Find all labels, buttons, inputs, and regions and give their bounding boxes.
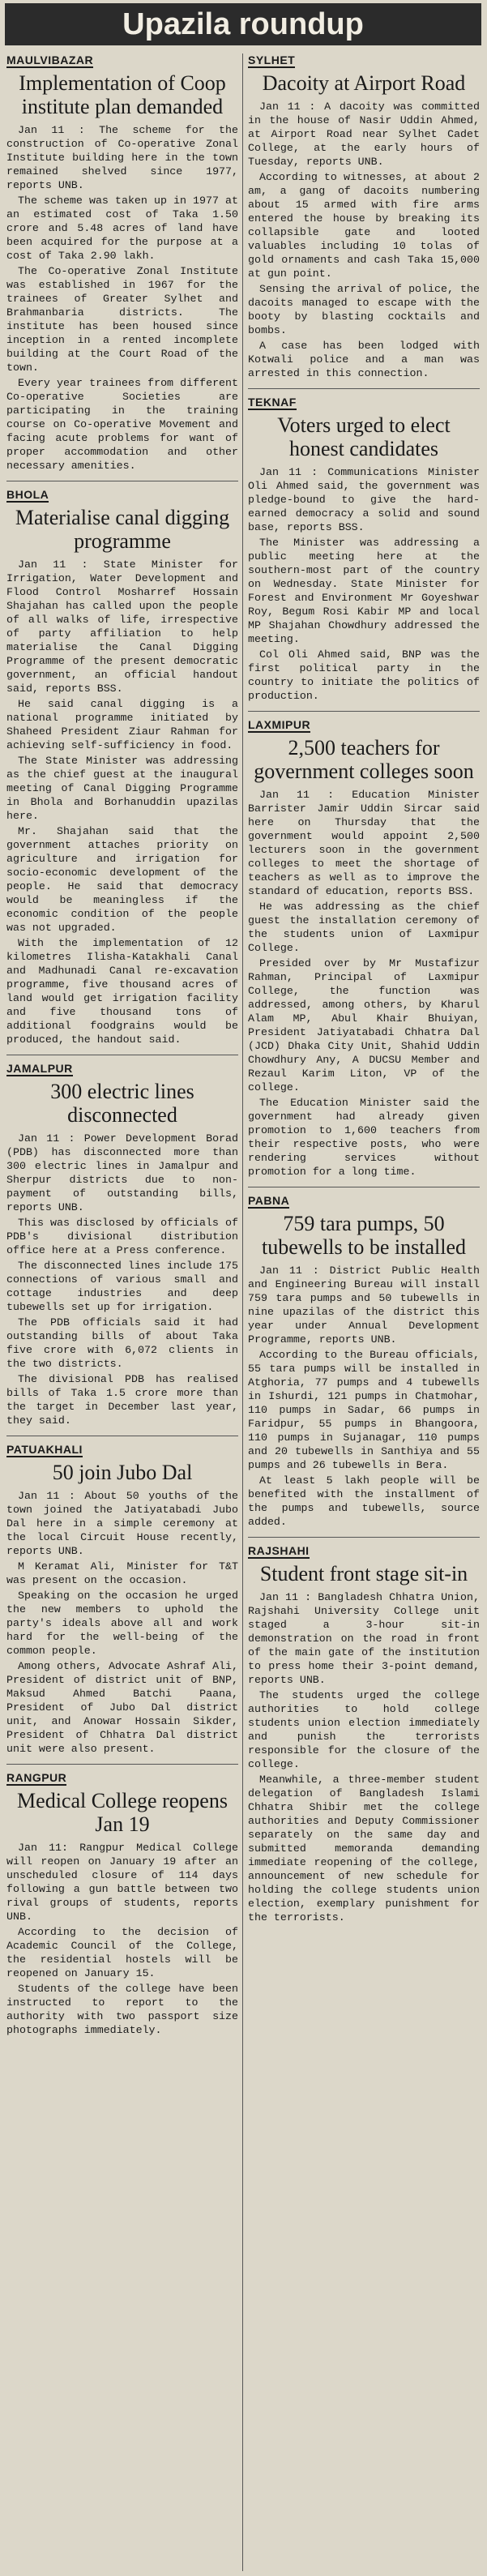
news-story xyxy=(248,1544,480,1924)
story-paragraph: The Minister was addressing a public meeting here at the southern-most part of the country on Wednesday. State Minister for Forest and Environment Mr Goyeshwar Roy, Begum Rosi Kabir MP and local MP Shajahan Chowdhury addressed the meeting. xyxy=(248,537,480,645)
news-story xyxy=(6,1443,238,1756)
story-paragraph: Jan 11 : The scheme for the construction of Co-operative Zonal Institute building here in the town remained shelved since 1977, reports UNB. xyxy=(6,124,238,191)
story-paragraph: The PDB officials said it had outstanding bills of about Taka five crore with 6,072 clients in the two districts. xyxy=(6,1316,238,1370)
left-column xyxy=(6,53,238,2573)
story-headline: 759 tara pumps, 50 tubewells to be installed xyxy=(261,1212,466,1259)
story-paragraph: Jan 11 : Power Development Borad (PDB) has disconnected more than 300 electric lines in Jamalpur and Sherpur districts due to non-payment of outstanding bills, reports UNB. xyxy=(6,1132,238,1213)
story-paragraph: He said canal digging is a national programme initiated by Shaheed President Ziaur Rahman for achieving self-sufficiency in food. xyxy=(6,698,238,751)
story-headline: 2,500 teachers for government colleges soon xyxy=(254,736,474,783)
story-paragraph: Jan 11 : About 50 youths of the town joined the Jatiyatabadi Jubo Dal here in a simple ceremony at the local Circuit House recently, reports UNB. xyxy=(6,1490,238,1557)
story-paragraph: Among others, Advocate Ashraf Ali, President of district unit of BNP, Maksud Ahmed Batchi Paana, President of Jubo Dal district unit, and Anowar Hossain Sikder, President of Chhatra Dal district unit were also present. xyxy=(6,1660,238,1755)
story-paragraph: M Keramat Ali, Minister for T&T was present on the occasion. xyxy=(6,1560,238,1586)
story-dateline: SYLHET xyxy=(248,53,296,66)
story-dateline: LAXMIPUR xyxy=(248,718,311,731)
story-dateline: RAJSHAHI xyxy=(248,1544,310,1557)
page-title: Upazila roundup xyxy=(5,3,481,45)
story-paragraph: Jan 11 : Bangladesh Chhatra Union, Rajshahi University College unit staged a 3-hour sit-in demonstration on the road in front of the main gate of the institution to press home their 3-point demand, reports UNB. xyxy=(248,1591,480,1686)
story-paragraph: Jan 11 : Education Minister Barrister Jamir Uddin Sircar said here on Thursday that the government would appoint 2,500 lecturers soon in the government colleges to meet the shortage of teachers as well as to improve the standard of education, reports BSS. xyxy=(248,789,480,897)
story-paragraph: With the implementation of 12 kilometres Ilisha-Katakhali Canal and Madhunadi Canal re-excavation programme, five thousand acres of land would get irrigation facility and five thousand tons of additional foodgrains would be produced, the handout said. xyxy=(6,937,238,1046)
story-dateline: PATUAKHALI xyxy=(6,1443,83,1456)
story-paragraph: Speaking on the occasion he urged the new members to uphold the party's ideals above all and work hard for the well-being of the common people. xyxy=(6,1590,238,1657)
story-paragraph: Jan 11 : Communications Minister Oli Ahmed said, the government was pledge-bound to give the hard-earned democracy a solid and sound base, reports BSS. xyxy=(248,466,480,533)
story-separator xyxy=(248,1537,480,1538)
story-paragraph: A case has been lodged with Kotwali police and a man was arrested in this connection. xyxy=(248,340,480,379)
news-story xyxy=(248,53,480,380)
right-column xyxy=(248,53,480,2573)
story-headline: Student front stage sit-in xyxy=(259,1562,468,1585)
story-paragraph: Every year trainees from different Co-operative Societies are participating in the training course on Co-operative Movement and facing acute problems for want of proper accommodation and other necessary amenities. xyxy=(6,377,238,472)
news-story xyxy=(6,53,238,473)
story-paragraph: According to the Bureau officials, 55 tara pumps will be installed in Atghoria, 77 pumps and 4 tubewells in Ishurdi, 121 pumps in Chatmohar, 110 pumps in Sadar, 66 pumps in Faridpur, 55 pumps in Bhangoora, 110 pumps in Sujanagar, 110 pumps and 20 tubewells in Santhiya and 55 pumps and 26 tubewells in Bera. xyxy=(248,1349,480,1471)
story-paragraph: The students urged the college authorities to hold college students union election immediately and punish the terrorists responsible for the closure of the college. xyxy=(248,1689,480,1770)
story-paragraph: The Education Minister said the government had already given promotion to 1,600 teachers from their respective posts, who were rendering services without promotion for a long time. xyxy=(248,1097,480,1178)
story-paragraph: At least 5 lakh people will be benefited with the installment of the pumps and tubewells, source added. xyxy=(248,1474,480,1528)
story-paragraph: The scheme was taken up in 1977 at an estimated cost of Taka 1.50 crore and 5.48 acres of land have been acquired for the purpose at a cost of Taka 2.90 lakh. xyxy=(6,195,238,262)
story-paragraph: The State Minister was addressing as the chief guest at the inaugural meeting of Canal Digging Programme in Bhola and Borhanuddin upazilas here. xyxy=(6,755,238,822)
story-paragraph: He was addressing as the chief guest the installation ceremony of the students union of Laxmipur College. xyxy=(248,901,480,954)
story-dateline: PABNA xyxy=(248,1194,290,1207)
news-story xyxy=(6,488,238,1046)
story-headline: Medical College reopens Jan 19 xyxy=(17,1789,228,1836)
story-headline: Voters urged to elect honest candidates xyxy=(277,413,451,460)
story-paragraph: The disconnected lines include 175 connections of various small and cottage industries and deep tubewells set up for irrigation. xyxy=(6,1260,238,1313)
story-dateline: MAULVIBAZAR xyxy=(6,53,94,66)
story-separator xyxy=(248,711,480,712)
story-paragraph: Jan 11: Rangpur Medical College will reopen on January 19 after an unscheduled closure of 114 days following a gun battle between two rival groups of students, reports UNB. xyxy=(6,1842,238,1923)
story-separator xyxy=(248,388,480,389)
news-story xyxy=(248,396,480,703)
story-separator xyxy=(6,1764,238,1765)
story-headline: Dacoity at Airport Road xyxy=(262,71,466,95)
story-paragraph: According to witnesses, at about 2 am, a gang of dacoits numbering about 15 armed with fire arms entered the house by breaking its collapsible gate and looted valuables including 10 tolas of gold ornaments and cash Taka 15,000 at gun point. xyxy=(248,171,480,280)
story-headline: 50 join Jubo Dal xyxy=(52,1461,193,1484)
story-paragraph: Students of the college have been instructed to report to the authority with two passport size photographs immediately. xyxy=(6,1983,238,2036)
story-dateline: BHOLA xyxy=(6,488,49,501)
news-story xyxy=(6,1062,238,1427)
story-paragraph: Meanwhile, a three-member student delegation of Bangladesh Islami Chhatra Shibir met the college authorities and Deputy Commissioner separately on the same day and submitted memoranda demanding immediate reopening of the college, announcement of new schedule for holding the college students union election, exemplary punishment for the terrorists. xyxy=(248,1774,480,1923)
story-paragraph: Col Oli Ahmed said, BNP was the first political party in the country to initiate the politics of production. xyxy=(248,648,480,702)
story-paragraph: Jan 11 : State Minister for Irrigation, Water Development and Flood Control Mosharref Hossain Shajahan has called upon the people of all walks of life, irrespective of party affiliation to help materialise the Canal Digging Programme of the present democratic government, an official handout said, reports BSS. xyxy=(6,558,238,695)
story-dateline: TEKNAF xyxy=(248,396,297,409)
story-paragraph: Mr. Shajahan said that the government attaches priority on agriculture and irrigation for socio-economic development of the people. He said that democracy would be meaningless if the economic condition of the people was not upgraded. xyxy=(6,825,238,934)
story-dateline: JAMALPUR xyxy=(6,1062,73,1075)
story-headline: Implementation of Coop institute plan demanded xyxy=(19,71,226,118)
story-paragraph: The divisional PDB has realised bills of Taka 1.5 crore more than the target in December last year, they said. xyxy=(6,1373,238,1427)
story-paragraph: Jan 11 : A dacoity was committed in the house of Nasir Uddin Ahmed, at Airport Road near Sylhet Cadet College, at the early hours of Tuesday, reports UNB. xyxy=(248,101,480,168)
news-story xyxy=(248,718,480,1179)
story-paragraph: Sensing the arrival of police, the dacoits managed to escape with the booty by blasting cocktails and bombs. xyxy=(248,283,480,336)
column-divider xyxy=(242,53,243,2571)
story-paragraph: According to the decision of Academic Council of the College, the residential hostels will be reopened on January 15. xyxy=(6,1926,238,1979)
story-paragraph: Jan 11 : District Public Health and Engineering Bureau will install 759 tara pumps and 50 tubewells in nine upazilas of the district this year under Annual Development Programme, reports UNB. xyxy=(248,1264,480,1346)
story-paragraph: Presided over by Mr Mustafizur Rahman, Principal of Laxmipur College, the function was addressed, among others, by Kharul Alam MP, Abul Khair Bhuiyan, President Jatiyatabadi Chhatra Dal (JCD) Dhaka City Unit, Shahid Uddin Chowdhury Any, A DUCSU Member and Rezaul Karim Liton, VP of the college. xyxy=(248,957,480,1093)
news-story xyxy=(6,1771,238,2037)
story-headline: 300 electric lines disconnected xyxy=(50,1080,194,1127)
news-story xyxy=(248,1194,480,1529)
story-paragraph: The Co-operative Zonal Institute was established in 1967 for the trainees of Greater Sylhet and Brahmanbaria districts. The institute has been housed since inception in a rented incomplete building at the Court Road of the town. xyxy=(6,265,238,374)
story-headline: Materialise canal digging programme xyxy=(15,506,230,553)
story-paragraph: This was disclosed by officials of PDB's divisional distribution office here at a Press conference. xyxy=(6,1217,238,1256)
story-dateline: RANGPUR xyxy=(6,1771,67,1784)
